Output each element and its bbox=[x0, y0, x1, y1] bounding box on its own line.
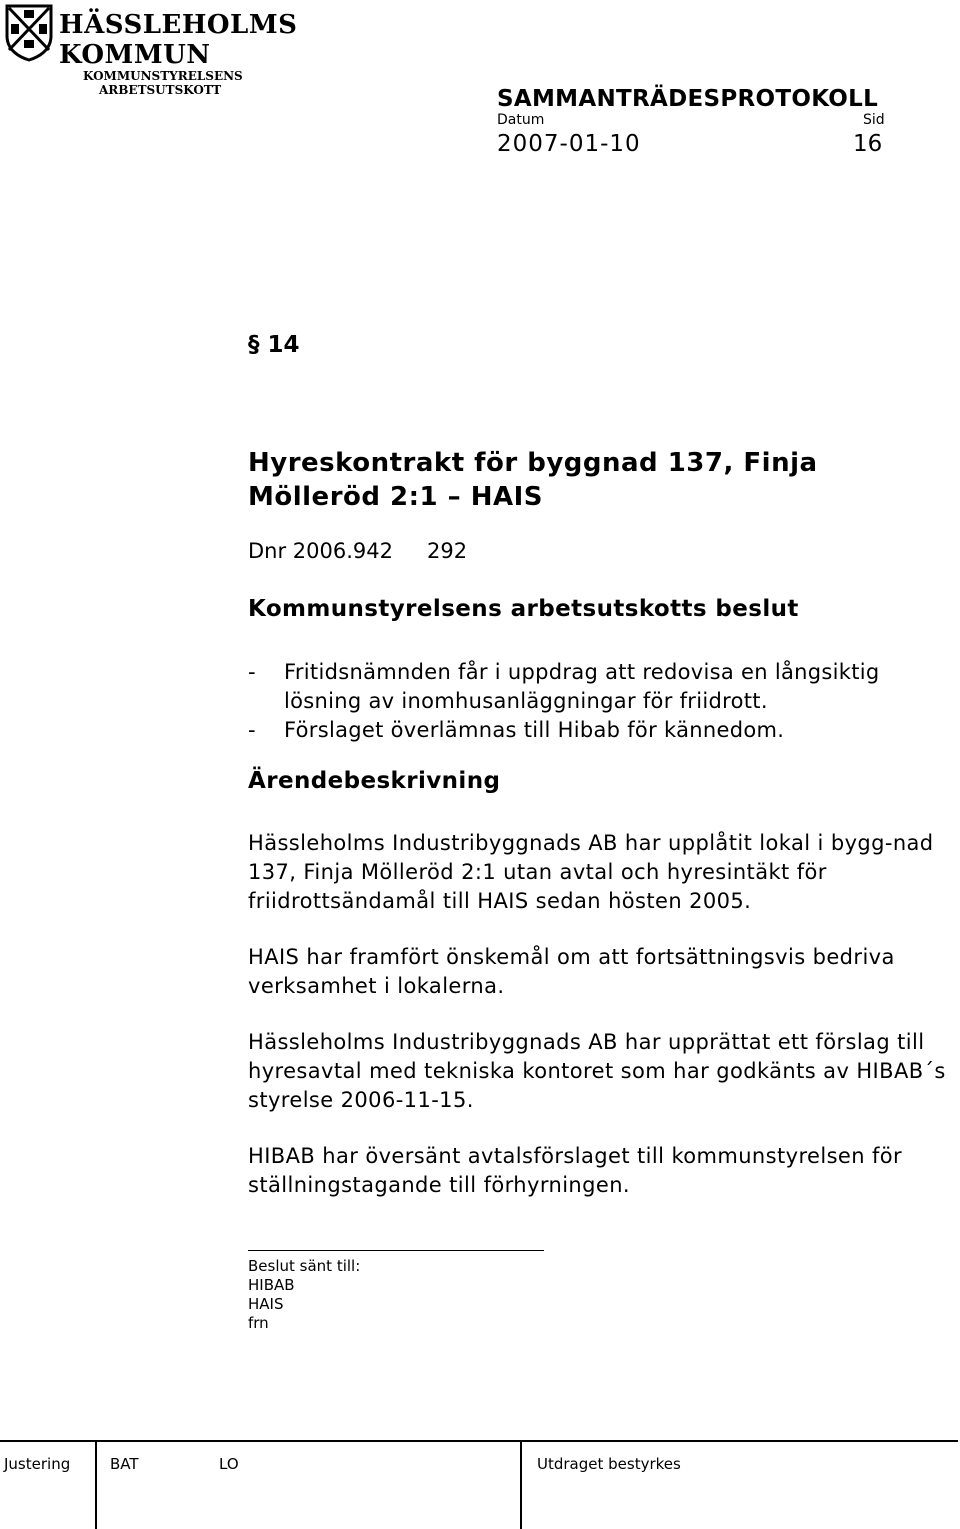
date-label: Datum bbox=[497, 112, 545, 128]
diary-number-label: Dnr 2006.942 bbox=[248, 539, 393, 563]
list-item bbox=[248, 658, 958, 716]
decision-text: Förslaget överlämnas till Hibab för kännedom. bbox=[284, 718, 785, 742]
footer-divider bbox=[95, 1441, 97, 1529]
footer-signature-1: BAT bbox=[110, 1455, 139, 1473]
protocol-title: SAMMANTRÄDESPROTOKOLL bbox=[497, 86, 879, 112]
footer-justering: Justering bbox=[4, 1455, 71, 1473]
recipient: frn bbox=[248, 1314, 269, 1332]
page-label: Sid bbox=[863, 112, 885, 128]
diary-number-value: 292 bbox=[427, 539, 468, 563]
meeting-date: 2007-01-10 bbox=[497, 131, 641, 157]
logo-line-4: ARBETSUTSKOTT bbox=[99, 83, 222, 97]
municipality-logo bbox=[3, 2, 298, 102]
coat-of-arms-icon bbox=[3, 2, 55, 62]
distribution-label: Beslut sänt till: bbox=[248, 1257, 361, 1275]
description-heading: Ärendebeskrivning bbox=[248, 768, 501, 794]
logo-line-2: KOMMUN bbox=[59, 40, 211, 70]
list-dash: - bbox=[248, 718, 256, 742]
paragraph-number: § 14 bbox=[248, 332, 300, 358]
distribution-list bbox=[248, 1257, 360, 1333]
recipient: HIBAB bbox=[248, 1276, 295, 1294]
separator-line bbox=[248, 1250, 544, 1251]
case-heading-line-1: Hyreskontrakt för byggnad 137, Finja bbox=[248, 448, 818, 478]
description-paragraph: Hässleholms Industribyggnads AB har upplåtit lokal i bygg-nad 137, Finja Mölleröd 2:1 utan avtal och hyresintäkt för friidrottsändamål till HAIS sedan hösten 2005. bbox=[248, 831, 934, 913]
logo-line-3: KOMMUNSTYRELSENS bbox=[83, 69, 243, 83]
description-paragraph: HAIS har framfört önskemål om att fortsättningsvis bedriva verksamhet i lokalerna. bbox=[248, 945, 895, 998]
description-paragraph: HIBAB har översänt avtalsförslaget till kommunstyrelsen för ställningstagande till förhyrningen. bbox=[248, 1144, 903, 1197]
footer-rule bbox=[0, 1440, 958, 1442]
logo-line-1: HÄSSLEHOLMS bbox=[59, 10, 298, 40]
recipient: HAIS bbox=[248, 1295, 284, 1313]
list-item bbox=[248, 716, 958, 745]
decision-list bbox=[248, 658, 958, 745]
footer-certified: Utdraget bestyrkes bbox=[537, 1455, 681, 1473]
decision-heading: Kommunstyrelsens arbetsutskotts beslut bbox=[248, 596, 799, 622]
list-dash: - bbox=[248, 660, 256, 684]
case-heading bbox=[248, 446, 818, 514]
diary-number bbox=[248, 539, 467, 563]
decision-text: Fritidsnämnden får i uppdrag att redovisa en långsiktig lösning av inomhusanläggningar för friidrott. bbox=[284, 660, 880, 713]
footer-signature-2: LO bbox=[219, 1455, 239, 1473]
description-paragraph: Hässleholms Industribyggnads AB har upprättat ett förslag till hyresavtal med tekniska kontoret som har godkänts av HIBAB´s styrelse 2006-11-15. bbox=[248, 1030, 946, 1112]
footer-divider bbox=[520, 1441, 522, 1529]
page-number: 16 bbox=[853, 131, 883, 157]
case-heading-line-2: Mölleröd 2:1 – HAIS bbox=[248, 482, 544, 512]
